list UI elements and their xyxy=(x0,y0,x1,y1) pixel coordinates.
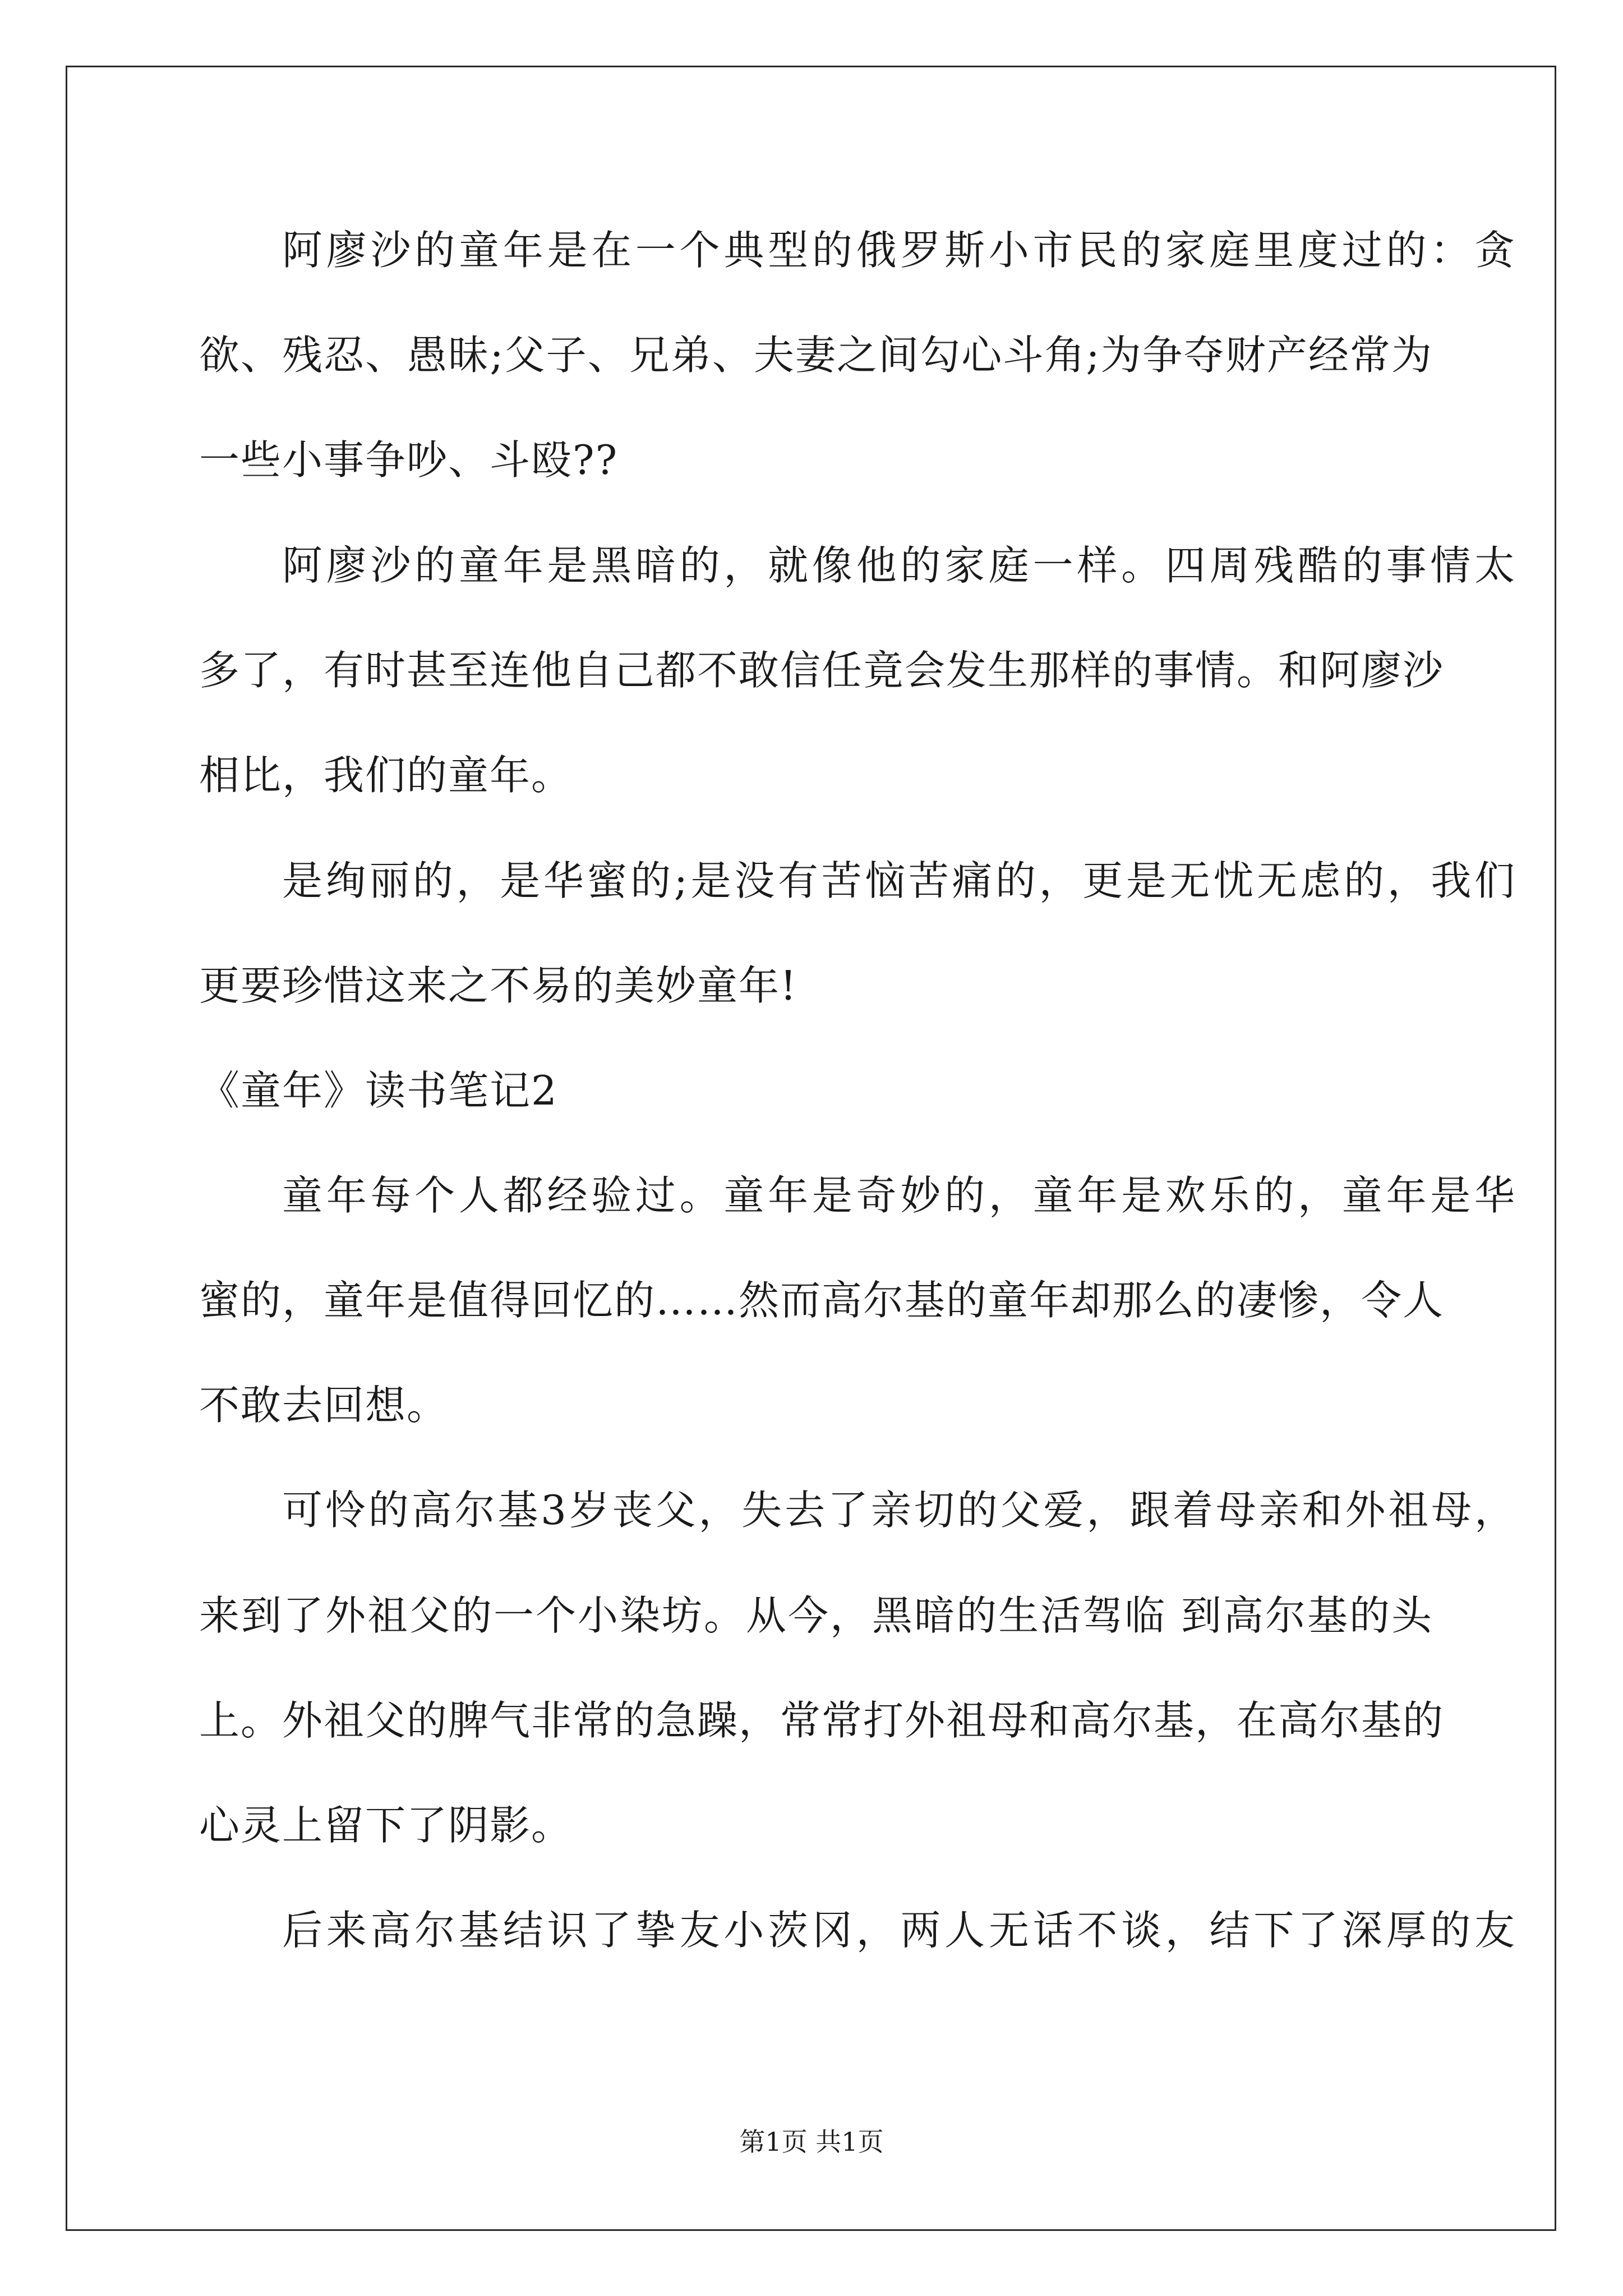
paragraph-line: 上。外祖父的脾气非常的急躁，常常打外祖母和高尔基，在高尔基的 xyxy=(199,1697,1445,1744)
paragraph-line: 相比，我们的童年。 xyxy=(199,752,573,799)
paragraph-line: 是绚丽的，是华蜜的;是没有苦恼苦痛的，更是无忧无虑的，我们 xyxy=(282,857,1516,904)
section-heading: 《童年》读书笔记2 xyxy=(199,1067,558,1114)
paragraph-line: 心灵上留下了阴影。 xyxy=(199,1802,573,1849)
paragraph-line: 欲、残忍、愚昧;父子、兄弟、夫妻之间勾心斗角;为争夺财产经常为 xyxy=(199,332,1433,379)
paragraph-line: 蜜的，童年是值得回忆的……然而高尔基的童年却那么的凄惨，令人 xyxy=(199,1277,1445,1324)
paragraph-line: 不敢去回想。 xyxy=(199,1382,449,1429)
paragraph-line: 童年每个人都经验过。童年是奇妙的，童年是欢乐的，童年是华 xyxy=(282,1172,1516,1219)
paragraph-line: 阿廖沙的童年是在一个典型的俄罗斯小市民的家庭里度过的：贪 xyxy=(282,227,1516,274)
paragraph-line: 一些小事争吵、斗殴?? xyxy=(199,436,619,484)
paragraph-line: 可怜的高尔基3岁丧父，失去了亲切的父爱，跟着母亲和外祖母， xyxy=(282,1487,1516,1534)
paragraph-line: 后来高尔基结识了挚友小茨冈，两人无话不谈，结下了深厚的友 xyxy=(282,1907,1516,1954)
page-footer: 第1页 共1页 xyxy=(739,2127,884,2157)
paragraph-line: 来到了外祖父的一个小染坊。从今，黑暗的生活驾临 到高尔基的头 xyxy=(199,1592,1433,1639)
paragraph-line: 阿廖沙的童年是黑暗的，就像他的家庭一样。四周残酷的事情太 xyxy=(282,542,1516,589)
paragraph-line: 多了，有时甚至连他自己都不敢信任竟会发生那样的事情。和阿廖沙 xyxy=(199,647,1445,694)
paragraph-line: 更要珍惜这来之不易的美妙童年! xyxy=(199,962,797,1009)
